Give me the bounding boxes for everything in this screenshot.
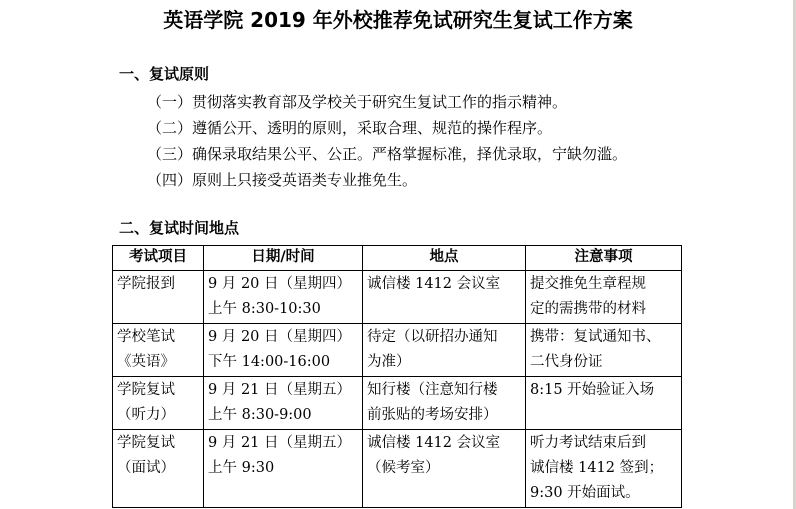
cell-date-time: 9 月 20 日（星期四） 上午 8:30-10:30 (204, 271, 363, 324)
cell-exam-item: 学校笔试 《英语》 (113, 324, 204, 377)
cell-notes: 携带：复试通知书、 二代身份证 (526, 324, 682, 377)
table-row (113, 377, 682, 430)
section-heading-principles: 一、复试原则 (119, 65, 210, 83)
principle-item-4: （四）原则上只接受英语类专业推免生。 (147, 171, 418, 189)
cell-notes: 听力考试结束后到 诚信楼 1412 签到； 9:30 开始面试。 (526, 430, 682, 508)
header-location: 地点 (363, 246, 526, 271)
principle-item-3: （三）确保录取结果公平、公正。严格掌握标准，择优录取，宁缺勿滥。 (147, 145, 628, 163)
section-heading-schedule: 二、复试时间地点 (119, 219, 240, 237)
table-row (113, 271, 682, 324)
cell-exam-item: 学院复试 （面试） (113, 430, 204, 508)
cell-notes: 8:15 开始验证入场 (526, 377, 682, 430)
cell-date-time: 9 月 20 日（星期四） 下午 14:00-16:00 (204, 324, 363, 377)
cell-exam-item: 学院报到 (113, 271, 204, 324)
header-date-time: 日期/时间 (204, 246, 363, 271)
cell-location: 诚信楼 1412 会议室 (363, 271, 526, 324)
cell-notes: 提交推免生章程规 定的需携带的材料 (526, 271, 682, 324)
cell-exam-item: 学院复试 （听力） (113, 377, 204, 430)
principle-item-1: （一）贯彻落实教育部及学校关于研究生复试工作的指示精神。 (147, 93, 568, 111)
header-notes: 注意事项 (526, 246, 682, 271)
schedule-table (112, 245, 682, 508)
table-row (113, 324, 682, 377)
document-title: 英语学院 2019 年外校推荐免试研究生复试工作方案 (163, 8, 633, 32)
cell-location: 待定（以研招办通知 为准） (363, 324, 526, 377)
table-header-row (113, 246, 682, 271)
header-exam-item: 考试项目 (113, 246, 204, 271)
cell-date-time: 9 月 21 日（星期五） 上午 9:30 (204, 430, 363, 508)
cell-location: 知行楼（注意知行楼 前张贴的考场安排） (363, 377, 526, 430)
table-row (113, 430, 682, 508)
principle-item-2: （二）遵循公开、透明的原则，采取合理、规范的操作程序。 (147, 119, 553, 137)
cell-location: 诚信楼 1412 会议室 （候考室） (363, 430, 526, 508)
cell-date-time: 9 月 21 日（星期五） 上午 8:30-9:00 (204, 377, 363, 430)
